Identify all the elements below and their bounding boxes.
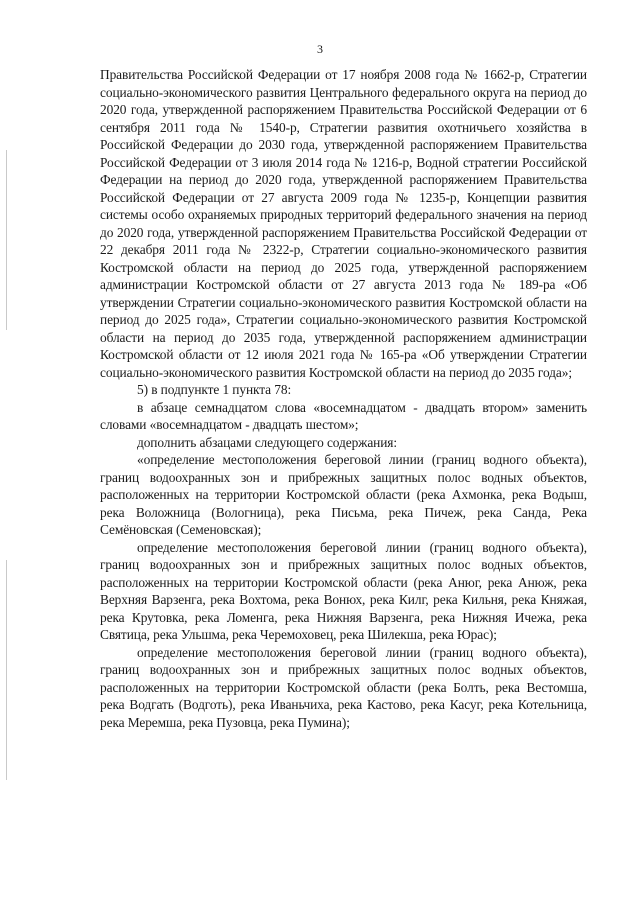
- paragraph-subpoint-5: 5) в подпункте 1 пункта 78:: [137, 382, 292, 397]
- document-body: [100, 66, 587, 731]
- paragraph-rivers-group-2: определение местоположения береговой линии (границ водного объекта), границ водоохранных зон и прибрежных защитных полос водных объектов, расположенных на территории Костромской области (река Анюг, река Анюж, река Верхняя Варзенга, река Вохтома, река Вонюх, река Килг, река Кильня, река Княжая, река Крутовка, река Ломенга, река Нижняя Варзенга, река Нижняя Ичежа, река Святица, река Ульшма, река Черемоховец, река Шилекша, река Юрас);: [100, 539, 587, 642]
- paragraph-rivers-group-1: «определение местоположения береговой линии (границ водного объекта), границ водоохранных зон и прибрежных защитных полос водных объектов, расположенных на территории Костромской области (река Ахмонка, река Водыш, река Воложница (Вологница), река Письма, река Пичеж, река Санда, Река Семёновская (Семеновская);: [100, 452, 587, 537]
- paragraph-add-intro: дополнить абзацами следующего содержания:: [137, 434, 397, 450]
- paragraph-replace-words: в абзаце семнадцатом слова «восемнадцатом - двадцать втором» заменить словами «восемнадцатом - двадцать шестом»;: [100, 399, 587, 432]
- paragraph-continuation: Правительства Российской Федерации от 17 ноября 2008 года № 1662-р, Стратегии социально-экономического развития Центрального федерального округа на период до 2020 года, утвержденной распоряжением Правительства Российской Федерации от 6 сентября 2011 года № 1540-р, Стратегии развития охотничьего хозяйства в Российской Федерации до 2030 года, утвержденной распоряжением Правительства Российской Федерации от 3 июля 2014 года № 1216-р, Водной стратегии Российской Федерации на период до 2020 года, утвержденной распоряжением Правительства Российской Федерации от 27 августа 2009 года № 1235-р, Концепции развития системы особо охраняемых природных территорий федерального значения на период до 2020 года, утвержденной распоряжением Правительства Российской Федерации от 22 декабря 2011 года № 2322-р, Стратегии социально-экономического развития Костромской области на период до 2025 года, утвержденной распоряжением администрации Костромской области от 27 августа 2013 года № 189-ра «Об утверждении Стратегии социально-экономического развития Костромской области на период до 2025 года», Стратегии социально-экономического развития Костромской области на период до 2035 года, утвержденной распоряжением администрации Костромской области от 12 июля 2021 года № 165-ра «Об утверждении Стратегии социально-экономического развития Костромской области на период до 2035 года»;: [100, 67, 587, 380]
- scan-edge-mark: [6, 150, 7, 330]
- paragraph-rivers-group-3: определение местоположения береговой линии (границ водного объекта), границ водоохранных зон и прибрежных защитных полос водных объектов, расположенных на территории Костромской области (река Болть, река Вестомша, река Водгать (Водготь), река Иваньчиха, река Кастово, река Касуг, река Котельница, река Меремша, река Пузовца, река Пумина);: [100, 644, 587, 730]
- page-number: 3: [317, 42, 323, 56]
- scan-edge-mark: [6, 560, 7, 780]
